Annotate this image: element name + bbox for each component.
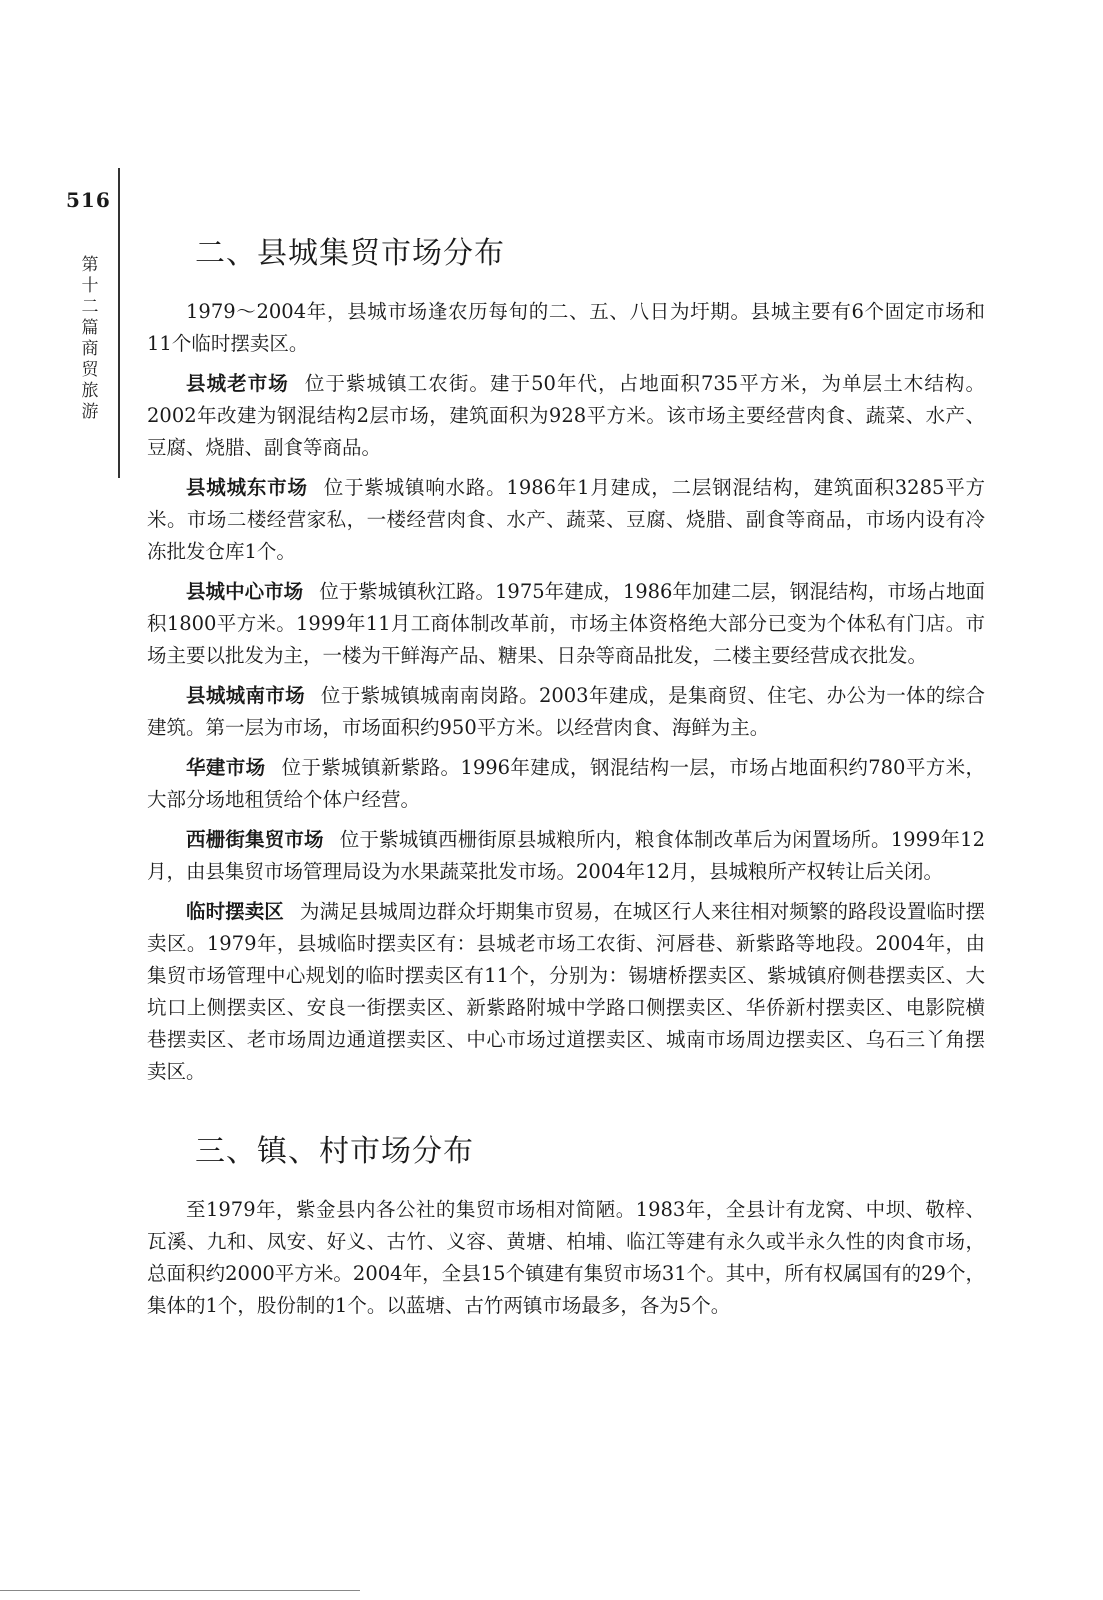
page-content [147,228,985,1330]
side-chapter-label: 第十二篇 商贸 旅游 [81,255,99,422]
paragraph-lead: 西栅街集贸市场 [186,828,324,851]
section-title-town-markets: 三、镇、村市场分布 [195,1134,474,1169]
paragraph-intro: 1979～2004年，县城市场逢农历每旬的二、五、八日为圩期。县城主要有6个固定市场和11个临时摆卖区。 [147,300,985,355]
paragraph-lead: 县城城东市场 [186,476,308,499]
paragraph-temporary-stalls: 临时摆卖区 为满足县城周边群众圩期集市贸易，在城区行人来往相对频繁的路段设置临时摆卖区。1979年，县城临时摆卖区有：县城老市场工农街、河唇巷、新紫路等地段。2004年，由集贸市场管理中心规划的临时摆卖区有11个，分别为：锡塘桥摆卖区、紫城镇府侧巷摆卖区、大坑口上侧摆卖区、安良一街摆卖区、新紫路附城中学路口侧摆卖区、华侨新村摆卖区、电影院横巷摆卖区、老市场周边通道摆卖区、中心市场过道摆卖区、城南市场周边摆卖区、乌石三丫角摆卖区。 [147,900,985,1083]
paragraph-lead: 县城中心市场 [186,580,304,603]
section-title-county-markets: 二、县城集贸市场分布 [195,236,505,271]
paragraph-huajian-market: 华建市场 位于紫城镇新紫路。1996年建成，钢混结构一层，市场占地面积约780平方米，大部分场地租赁给个体户经营。 [147,756,985,811]
page-number: 516 [66,188,111,212]
side-rule [118,168,120,478]
paragraph-xizha-market: 西栅街集贸市场 位于紫城镇西栅街原县城粮所内，粮食体制改革后为闲置场所。1999年12月，由县集贸市场管理局设为水果蔬菜批发市场。2004年12月，县城粮所产权转让后关闭。 [147,828,985,883]
paragraph-lead: 县城老市场 [186,372,289,395]
paragraph-lead: 华建市场 [186,756,266,779]
paragraph-town-markets: 至1979年，紫金县内各公社的集贸市场相对简陋。1983年，全县计有龙窝、中坝、敬梓、瓦溪、九和、凤安、好义、古竹、义容、黄塘、柏埔、临江等建有永久或半永久性的肉食市场，总面积约2000平方米。2004年，全县15个镇建有集贸市场31个。其中，所有权属国有的29个，集体的1个，股份制的1个。以蓝塘、古竹两镇市场最多，各为5个。 [147,1198,985,1317]
paragraph-old-market: 县城老市场 位于紫城镇工农街。建于50年代，占地面积735平方米，为单层土木结构。2002年改建为钢混结构2层市场，建筑面积为928平方米。该市场主要经营肉食、蔬菜、水产、豆腐、烧腊、副食等商品。 [147,372,985,459]
paragraph-lead: 县城城南市场 [186,684,305,707]
paragraph-lead: 临时摆卖区 [186,900,284,923]
paragraph-central-market: 县城中心市场 位于紫城镇秋江路。1975年建成，1986年加建二层，钢混结构，市场占地面积1800平方米。1999年11月工商体制改革前，市场主体资格绝大部分已变为个体私有门店。市场主要以批发为主，一楼为干鲜海产品、糖果、日杂等商品批发，二楼主要经营成衣批发。 [147,580,985,667]
bottom-rule [0,1590,360,1591]
paragraph-south-market: 县城城南市场 位于紫城镇城南南岗路。2003年建成，是集商贸、住宅、办公为一体的综合建筑。第一层为市场，市场面积约950平方米。以经营肉食、海鲜为主。 [147,684,985,739]
paragraph-east-market: 县城城东市场 位于紫城镇响水路。1986年1月建成，二层钢混结构，建筑面积3285平方米。市场二楼经营家私，一楼经营肉食、水产、蔬菜、豆腐、烧腊、副食等商品，市场内设有冷冻批发仓库1个。 [147,476,985,563]
